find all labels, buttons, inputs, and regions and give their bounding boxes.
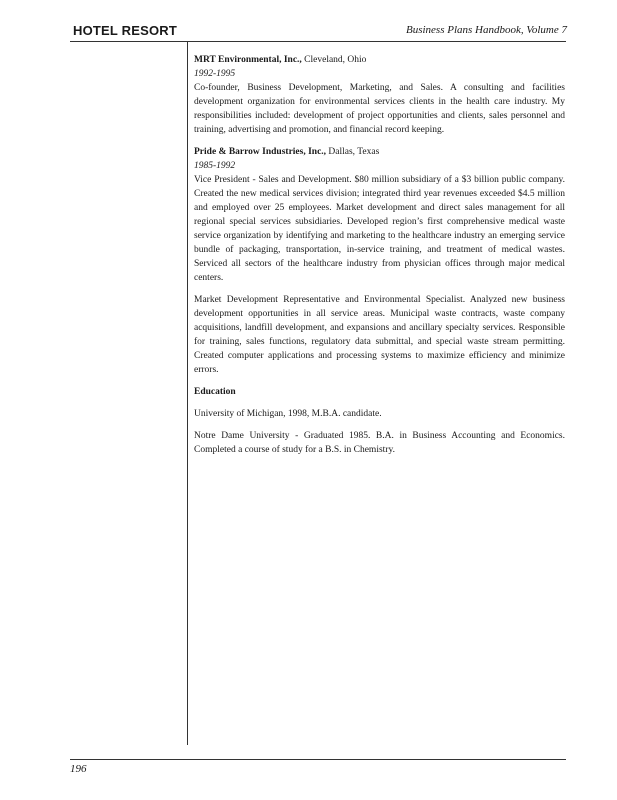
company-location: Cleveland, Ohio	[301, 55, 367, 65]
employment-dates: 1992-1995	[194, 69, 236, 79]
employment-dates: 1985-1992	[194, 161, 236, 171]
market-development-paragraph: Market Development Representative and Environmental Specialist. Analyzed new business development opportunities in all service areas. Municipal waste contracts, waste company acquisitions, landfill development, and expansions and ancillary specialty services. Responsible for training, sales functions, regulatory data submittal, and special waste stream permitting. Created computer applications and processing systems to maximize efficiency and minimize errors.	[194, 295, 565, 375]
company-name: Pride & Barrow Industries, Inc.,	[194, 147, 327, 157]
experience-entry-mrt	[194, 53, 565, 137]
running-header-book-title: Business Plans Handbook, Volume 7	[405, 24, 567, 36]
company-location: Dallas, Texas	[326, 147, 380, 157]
running-header-section-title: HOTEL RESORT	[73, 23, 178, 38]
resume-content	[194, 53, 565, 465]
entry-heading	[194, 53, 565, 67]
footer-rule	[70, 759, 566, 760]
margin-vertical-rule	[187, 42, 188, 745]
experience-entry-pride-barrow	[194, 145, 565, 285]
job-description: Co-founder, Business Development, Marketing, and Sales. A consulting and facilities development organization for environmental services clients in the health care industry. My responsibilities included: development of project opportunities and clients, sales personnel and training, advertising and promotion, and financial record keeping.	[194, 83, 565, 135]
education-item: Notre Dame University - Graduated 1985. B.A. in Business Accounting and Economics. Completed a course of study for a B.S. in Chemistry.	[194, 431, 565, 455]
job-description: Vice President - Sales and Development. $80 million subsidiary of a $3 billion public company. Created the new medical services division; integrated third year revenues exceeded $4.5 million and employed over 25 employees. Market development and direct sales management for all regional special services subsidiaries. Developed region’s first comprehensive medical waste service organization by identifying and marketing to the healthcare industry an emerging service bundle of packaging, transportation, in-service training, and treatment of medical wastes. Serviced all sectors of the healthcare industry from physician offices through major medical centers.	[194, 175, 565, 283]
entry-heading	[194, 145, 565, 159]
education-item: University of Michigan, 1998, M.B.A. candidate.	[194, 409, 382, 419]
page-number: 196	[70, 763, 87, 775]
company-name: MRT Environmental, Inc.,	[194, 55, 302, 65]
header-rule	[70, 41, 566, 42]
education-heading: Education	[194, 387, 236, 397]
